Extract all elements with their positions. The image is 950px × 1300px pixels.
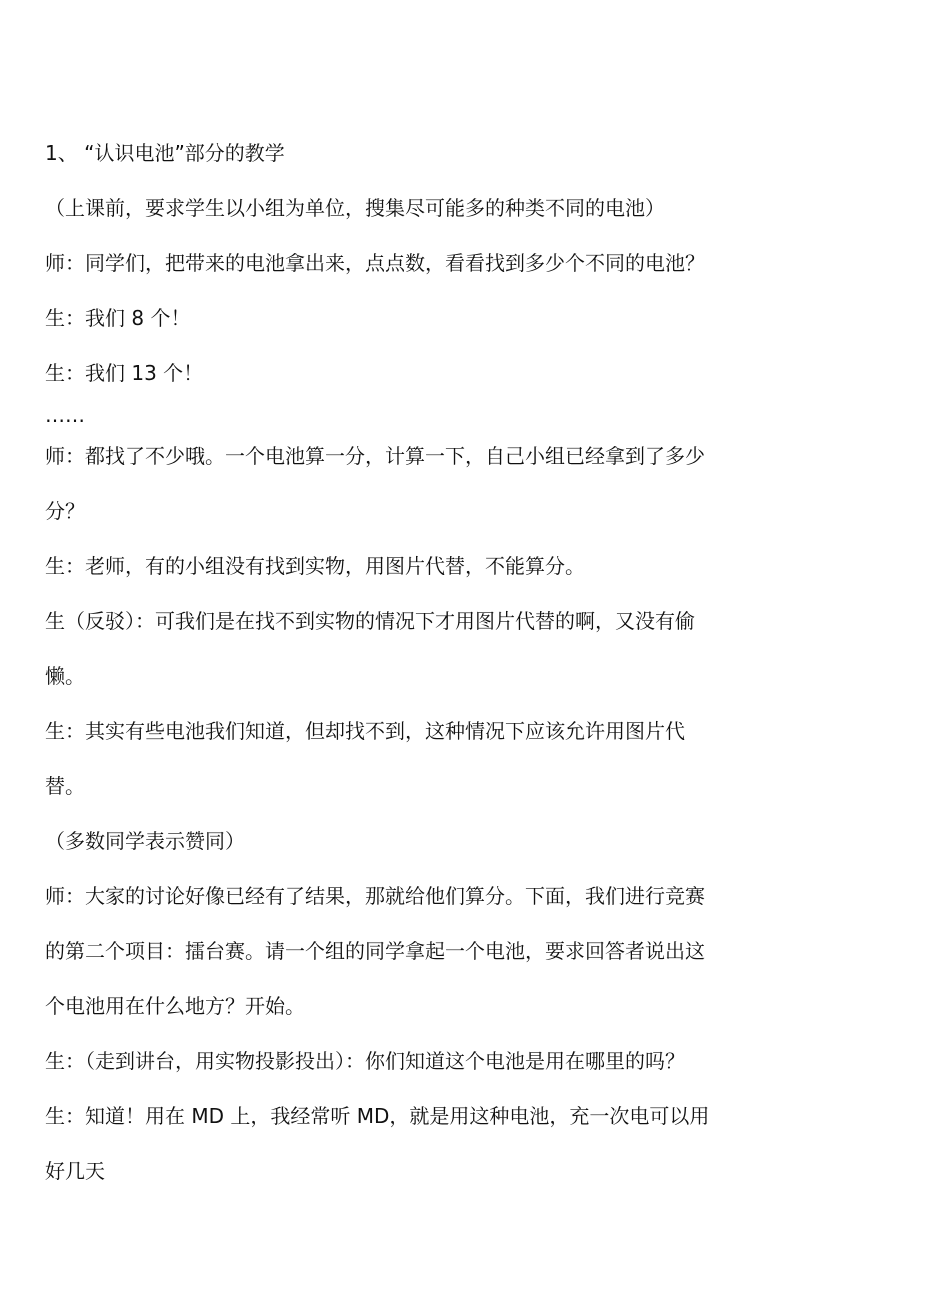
paragraph-line: 生（反驳）：可我们是在找不到实物的情况下才用图片代替的啊，又没有偷 (45, 609, 695, 633)
paragraph-line: 分？ (45, 499, 85, 523)
ellipsis-line: …… (45, 403, 85, 427)
paragraph-line: 替。 (45, 774, 85, 798)
paragraph-line: （多数同学表示赞同） (45, 829, 245, 853)
paragraph-line: 生：老师，有的小组没有找到实物，用图片代替，不能算分。 (45, 554, 585, 578)
paragraph-line: 个电池用在什么地方？开始。 (45, 994, 305, 1018)
paragraph-line: 师：同学们，把带来的电池拿出来，点点数，看看找到多少个不同的电池？ (45, 251, 705, 275)
paragraph-line: 生：（走到讲台，用实物投影投出）：你们知道这个电池是用在哪里的吗？ (45, 1049, 685, 1073)
paragraph-line: 生：知道！用在 MD 上，我经常听 MD，就是用这种电池，充一次电可以用 (45, 1104, 710, 1128)
section-heading: 1、 “认识电池”部分的教学 (45, 141, 285, 165)
document-body (45, 126, 765, 1183)
paragraph-line: 懒。 (45, 664, 85, 688)
paragraph-line: 生：我们 8 个！ (45, 306, 191, 330)
paragraph-line: （上课前，要求学生以小组为单位，搜集尽可能多的种类不同的电池） (45, 196, 665, 220)
paragraph-line: 生：其实有些电池我们知道，但却找不到，这种情况下应该允许用图片代 (45, 719, 685, 743)
paragraph-line: 师：都找了不少哦。一个电池算一分，计算一下，自己小组已经拿到了多少 (45, 444, 705, 468)
paragraph-line: 的第二个项目：擂台赛。请一个组的同学拿起一个电池，要求回答者说出这 (45, 939, 705, 963)
paragraph-line: 生：我们 13 个！ (45, 361, 204, 385)
paragraph-line: 师：大家的讨论好像已经有了结果，那就给他们算分。下面，我们进行竞赛 (45, 884, 705, 908)
paragraph-line: 好几天 (45, 1159, 105, 1183)
